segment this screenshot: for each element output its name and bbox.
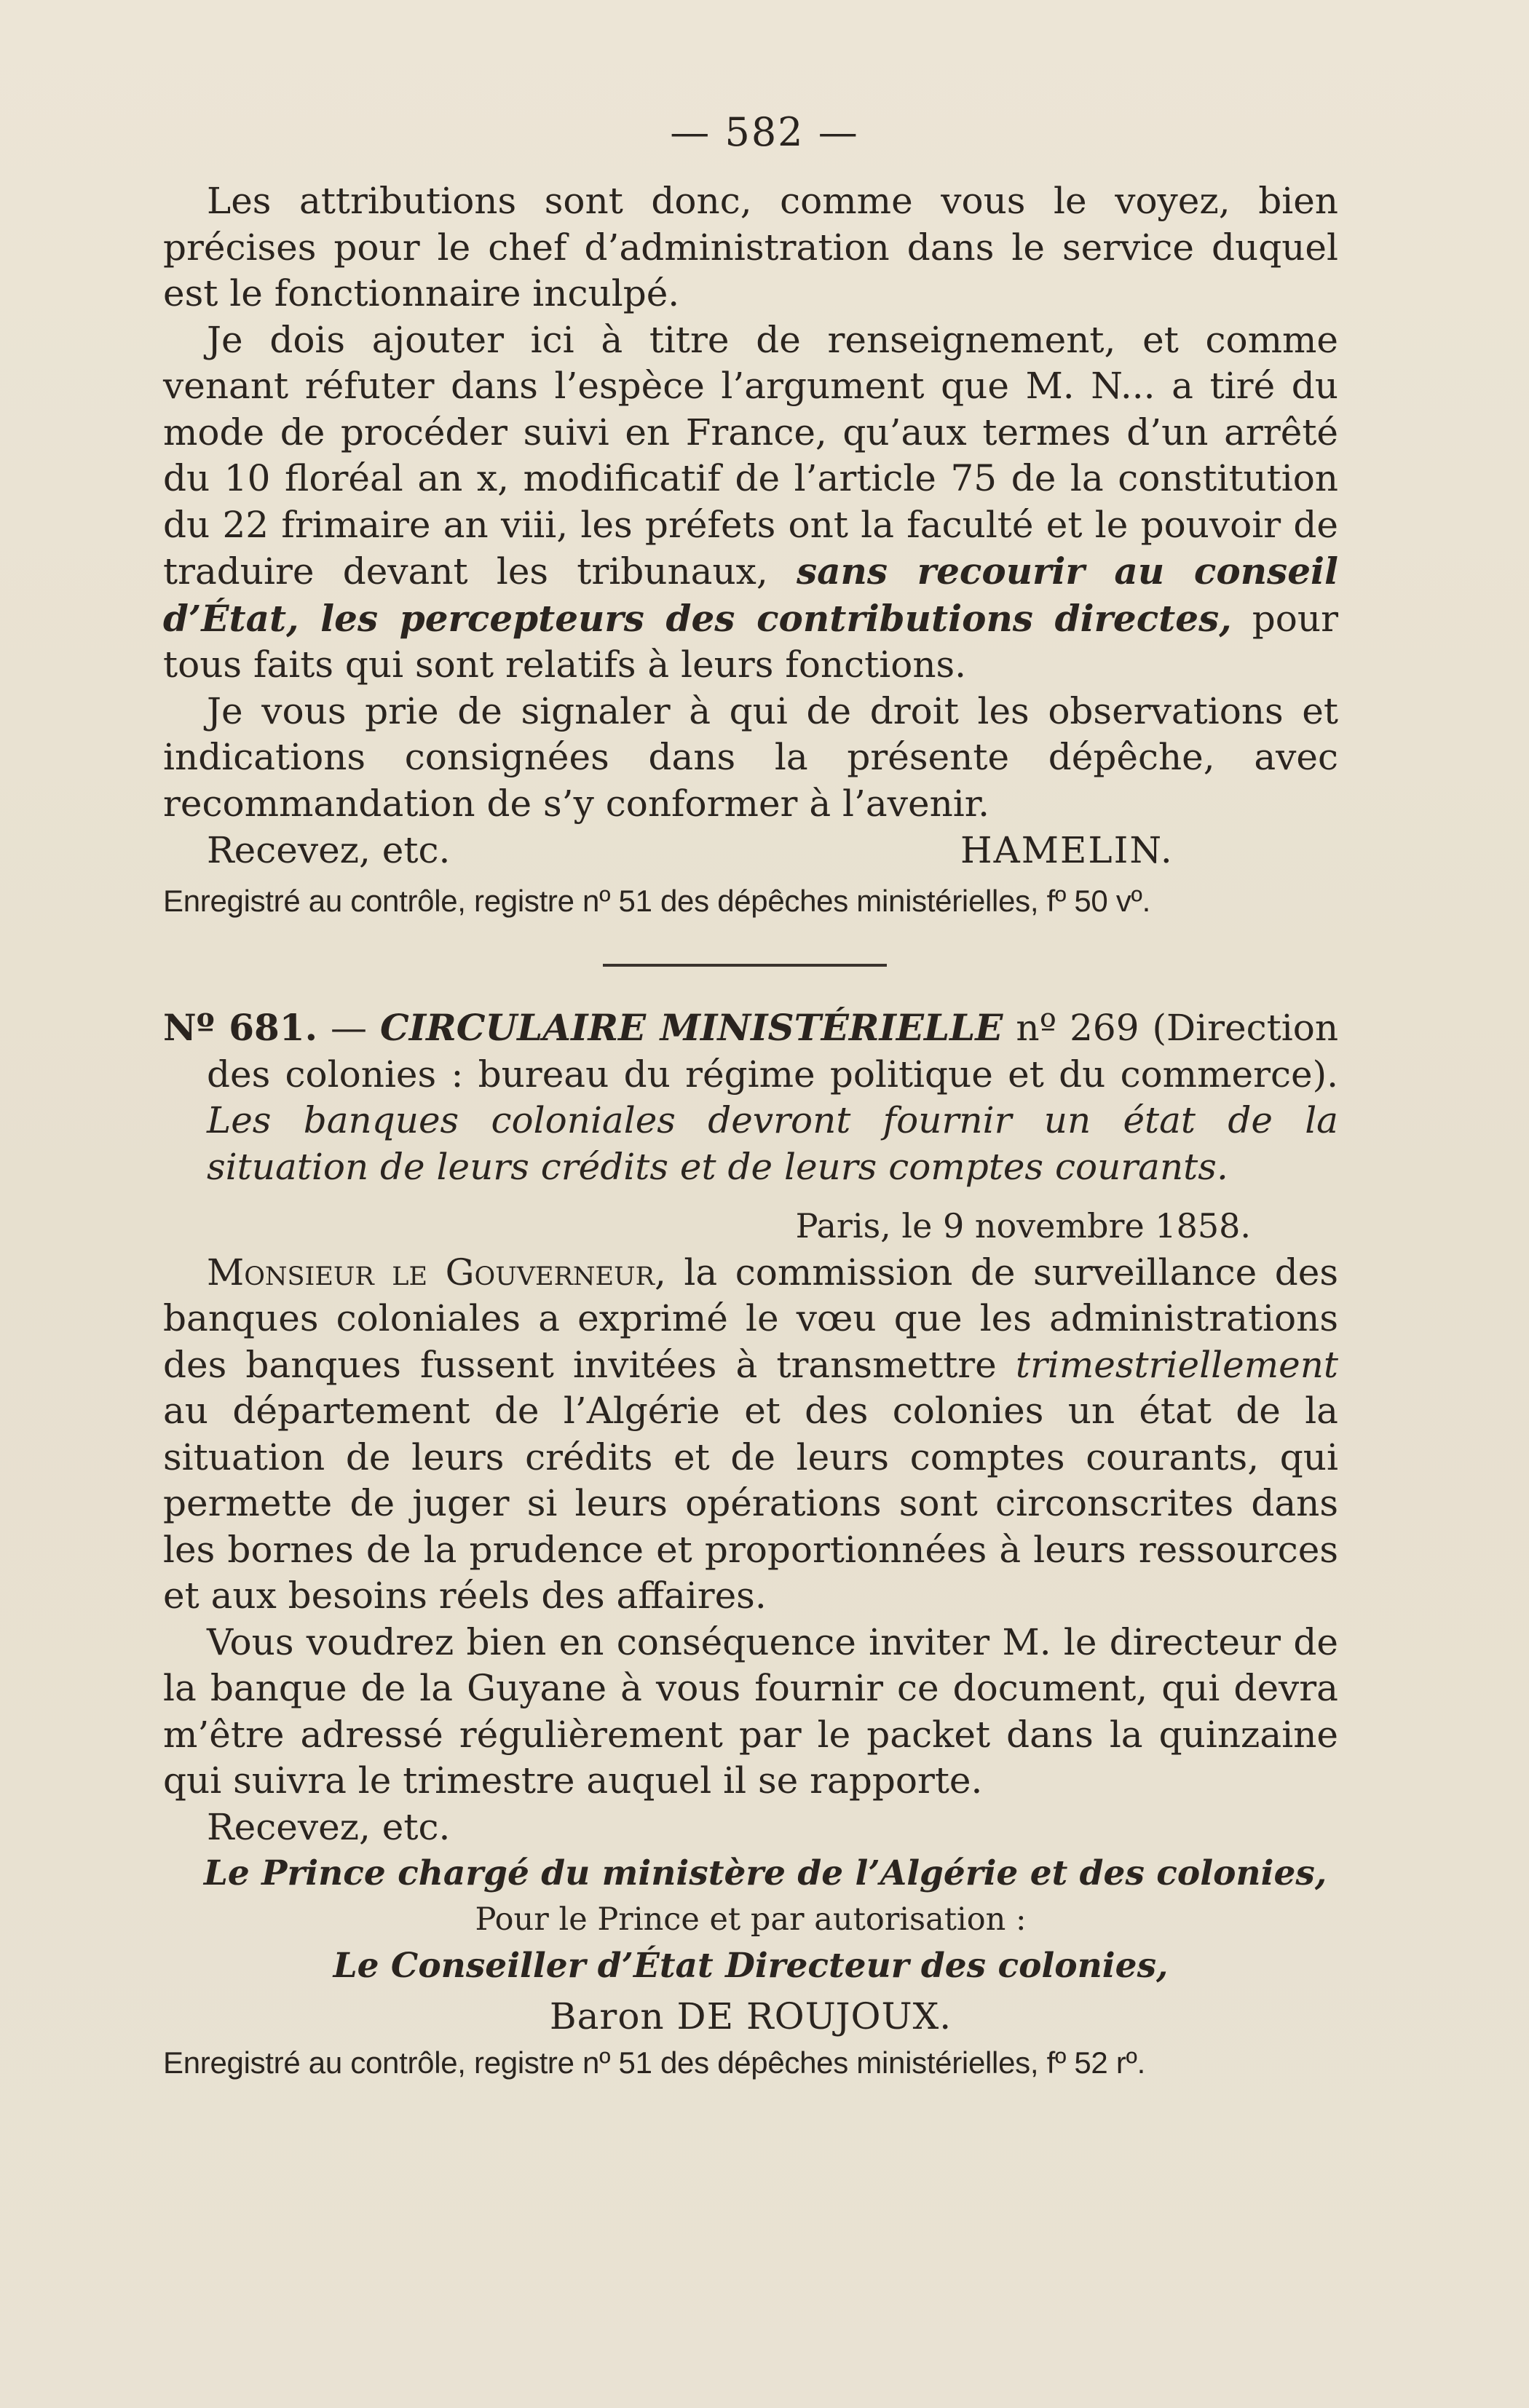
registration-note: Enregistré au contrôle, registre nº 51 des dépêches ministérielles, fº 52 rº. xyxy=(163,2045,1145,2080)
signature-prince: Le Prince chargé du ministère de l’Algérie et des colonies, xyxy=(203,1853,1327,1893)
closing-text: Recevez, etc. xyxy=(207,1805,451,1848)
circular-ref: nº 269 xyxy=(1003,1007,1153,1049)
circular-title: CIRCULAIRE MINISTÉRIELLE xyxy=(380,1006,1003,1049)
paragraph-signaler: Je vous prie de signaler à qui de droit les observations et indications consignées dans la présente dépêche, avec recommandation de s’y conformer à l’avenir. xyxy=(163,689,1338,825)
signature-hamelin: HAMELIN. xyxy=(960,829,1174,871)
circular-direction: (Direction des colonies : bureau du régime politique et du commerce). xyxy=(207,1007,1339,1096)
registration-note: Enregistré au contrôle, registre nº 51 des dépêches ministérielles, fº 50 vº. xyxy=(163,884,1150,918)
paragraph-text: Je dois ajouter ici à titre de renseignement, et comme venant réfuter dans l’espèce l’argument que M. N... a tiré du mode de procéder suivi en France, qu’aux termes d’un arrêté du 10 floréal an x, modificatif de l’article 75 de la constitution du 22 frimaire an viii, les préfets ont la faculté et le pouvoir de traduire devant les tribunaux, xyxy=(163,318,1338,593)
section-hamelin-letter xyxy=(163,178,1338,922)
signature-conseiller: Le Conseiller d’État Directeur des colonies, xyxy=(333,1946,1169,1986)
closing-line xyxy=(163,827,1338,874)
page-number: — 582 — xyxy=(670,109,859,155)
signature-authorisation: Pour le Prince et par autorisation : xyxy=(475,1901,1027,1938)
paragraph-commission xyxy=(163,1250,1338,1620)
circular-summary: Les banques coloniales devront fournir un état de la situation de leurs crédits et de leurs comptes courants. xyxy=(207,1099,1338,1188)
paragraph-text: au département de l’Algérie et des colonies un état de la situation de leurs crédits et de leurs comptes courants, qui permette de juger si leurs opérations sont circonscrites dans les bornes de la prudence et proportionnées à leurs ressources et aux besoins réels des affaires. xyxy=(163,1390,1338,1617)
paragraph-text: pour tous faits qui sont relatifs à leurs fonctions. xyxy=(163,597,1339,686)
circular-date: Paris, le 9 novembre 1858. xyxy=(795,1206,1251,1245)
paragraph-text: la commission de surveillance des banques coloniales a exprimé le vœu que les administrations des banques fussent invitées à transmettre xyxy=(163,1251,1338,1386)
heading-dash: — xyxy=(317,1007,380,1049)
italic-word: trimestriellement xyxy=(1015,1343,1338,1386)
closing-text: Recevez, etc. xyxy=(207,829,451,871)
paragraph-guyane: Vous voudrez bien en conséquence inviter M. le directeur de la banque de la Guyane à vous fournir ce document, qui devra m’être adressé régulièrement par le packet dans la quinzaine qui suivra le trimestre auquel il se rapporte. xyxy=(163,1620,1338,1802)
italic-phrase: sans recourir au conseil d’État, les percepteurs des contributions directes, xyxy=(163,550,1338,640)
section-circulaire-681 xyxy=(163,1005,1338,2083)
paragraph-attributions: Les attributions sont donc, comme vous le voyez, bien précises pour le chef d’administration dans le service duquel est le fonctionnaire inculpé. xyxy=(163,180,1338,314)
circular-number: Nº 681. xyxy=(163,1006,317,1049)
section-divider xyxy=(603,964,887,967)
circular-heading xyxy=(163,1005,1338,1190)
paragraph-renseignement xyxy=(163,317,1338,689)
signature-roujoux: Baron DE ROUJOUX. xyxy=(549,1995,952,2037)
salutation: Monsieur le Gouverneur, xyxy=(207,1251,666,1294)
